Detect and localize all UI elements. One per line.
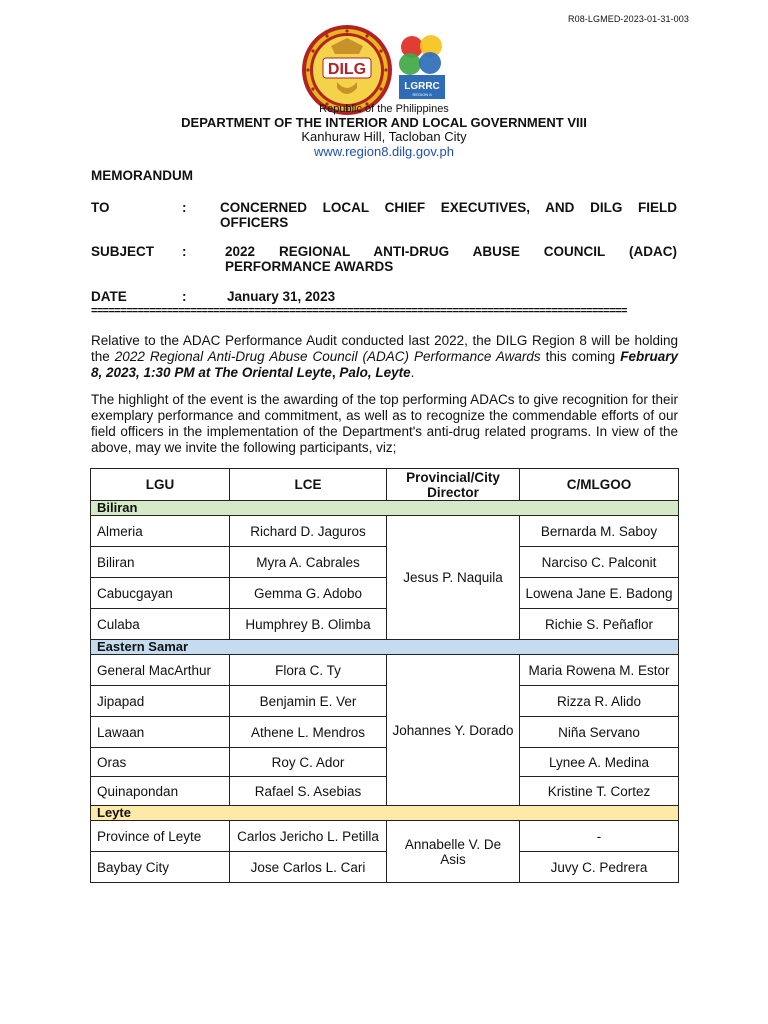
table-row <box>91 821 679 852</box>
cell-lgu: General MacArthur <box>91 655 230 686</box>
cell-mlgoo: Rizza R. Alido <box>520 686 679 717</box>
office-address: Kanhuraw Hill, Tacloban City <box>301 129 467 144</box>
cell-lgu: Almeria <box>91 516 230 547</box>
cell-mlgoo: Kristine T. Cortez <box>520 777 679 806</box>
header-provincial-city-director: Provincial/City Director <box>387 469 520 501</box>
cell-mlgoo: Richie S. Peñaflor <box>520 609 679 640</box>
lgrrc-subtext: REGION 8 <box>412 92 432 97</box>
paragraph-event-highlight: The highlight of the event is the awarding of the top performing ADACs to give recognition for their exemplary performance and commitment, as well as to recognize the commendable efforts of our field officers in the implementation of the Department's anti-drug related programs. In view of the above, may we invite the following participants, viz; <box>91 392 678 455</box>
header-lce: LCE <box>230 469 387 501</box>
seal-lettering: DILG <box>327 61 367 78</box>
table-row <box>91 686 679 717</box>
cell-lgu: Lawaan <box>91 717 230 748</box>
table-row <box>91 777 679 806</box>
cell-lce: Humphrey B. Olimba <box>230 609 387 640</box>
group-row <box>91 806 679 821</box>
cell-lgu: Oras <box>91 748 230 777</box>
cell-director: Jesus P. Naquila <box>387 516 520 640</box>
cell-director: Annabelle V. De Asis <box>387 821 520 883</box>
table-row <box>91 717 679 748</box>
cell-lce: Gemma G. Adobo <box>230 578 387 609</box>
table-row <box>91 516 679 547</box>
cell-lce: Carlos Jericho L. Petilla <box>230 821 387 852</box>
cell-lce: Jose Carlos L. Cari <box>230 852 387 883</box>
cell-mlgoo: Bernarda M. Saboy <box>520 516 679 547</box>
cell-lce: Flora C. Ty <box>230 655 387 686</box>
subject-value: 2022 REGIONAL ANTI-DRUG ABUSE COUNCIL (ADAC) PERFORMANCE AWARDS <box>225 244 677 274</box>
document-reference-number: R08-LGMED-2023-01-31-003 <box>568 14 689 24</box>
table-row <box>91 547 679 578</box>
p1-text-a: Relative to the ADAC Performance Audit conducted last 2022, the DILG Region 8 will be holding the <box>91 333 678 364</box>
table-header-row <box>91 469 679 501</box>
date-value: January 31, 2023 <box>227 289 336 304</box>
subject-label: SUBJECT <box>91 244 155 259</box>
cell-mlgoo: Lynee A. Medina <box>520 748 679 777</box>
cell-lce: Roy C. Ador <box>230 748 387 777</box>
cell-mlgoo: Maria Rowena M. Estor <box>520 655 679 686</box>
participants-table <box>90 468 679 883</box>
department-name: DEPARTMENT OF THE INTERIOR AND LOCAL GOVERNMENT VIII <box>181 115 587 130</box>
p1-event-datetime-venue: February 8, 2023, 1:30 PM at The Oriental Leyte <box>91 349 678 380</box>
group-row <box>91 640 679 655</box>
table-row <box>91 852 679 883</box>
republic-line: Republic of the Philippines <box>319 103 449 115</box>
p1-event-name: 2022 Regional Anti-Drug Abuse Council (ADAC) Performance Awards <box>114 349 541 364</box>
group-name: Biliran <box>91 501 679 516</box>
p1-event-location: Palo, Leyte <box>339 365 411 380</box>
cell-lgu: Cabucgayan <box>91 578 230 609</box>
group-name: Leyte <box>91 806 679 821</box>
cell-mlgoo: Niña Servano <box>520 717 679 748</box>
lgrrc-logo <box>397 33 447 101</box>
cell-lgu: Quinapondan <box>91 777 230 806</box>
group-name: Eastern Samar <box>91 640 679 655</box>
separator-rule: ============================================================================================ <box>91 305 627 317</box>
cell-lgu: Biliran <box>91 547 230 578</box>
cell-lgu: Culaba <box>91 609 230 640</box>
p1-text-e: , <box>331 365 340 380</box>
cell-lce: Athene L. Mendros <box>230 717 387 748</box>
cell-lce: Rafael S. Asebias <box>230 777 387 806</box>
table-row <box>91 748 679 777</box>
website-link[interactable]: www.region8.dilg.gov.ph <box>314 144 454 159</box>
header-lgu: LGU <box>91 469 230 501</box>
cell-mlgoo: - <box>520 821 679 852</box>
p1-text-g: . <box>410 365 415 380</box>
cell-lce: Richard D. Jaguros <box>230 516 387 547</box>
cell-mlgoo: Juvy C. Pedrera <box>520 852 679 883</box>
cell-director: Johannes Y. Dorado <box>387 655 520 806</box>
cell-lgu: Jipapad <box>91 686 230 717</box>
group-row <box>91 501 679 516</box>
cell-mlgoo: Lowena Jane E. Badong <box>520 578 679 609</box>
cell-lce: Benjamin E. Ver <box>230 686 387 717</box>
table-row <box>91 609 679 640</box>
paragraph-event-announcement <box>91 333 678 381</box>
table-row <box>91 578 679 609</box>
table-body <box>91 501 679 883</box>
header-cmlgoo: C/MLGOO <box>520 469 679 501</box>
cell-mlgoo: Narciso C. Palconit <box>520 547 679 578</box>
p1-text-c: this coming <box>540 349 621 364</box>
table-row <box>91 655 679 686</box>
date-colon: : <box>182 289 187 304</box>
memorandum-title: MEMORANDUM <box>91 168 193 183</box>
date-label: DATE <box>91 289 127 304</box>
lgrrc-lettering: LGRRC <box>404 81 440 92</box>
cell-lgu: Baybay City <box>91 852 230 883</box>
to-label: TO <box>91 200 110 215</box>
to-value: CONCERNED LOCAL CHIEF EXECUTIVES, AND DILG FIELD OFFICERS <box>220 200 677 230</box>
cell-lgu: Province of Leyte <box>91 821 230 852</box>
to-colon: : <box>182 200 187 215</box>
subject-colon: : <box>182 244 187 259</box>
cell-lce: Myra A. Cabrales <box>230 547 387 578</box>
